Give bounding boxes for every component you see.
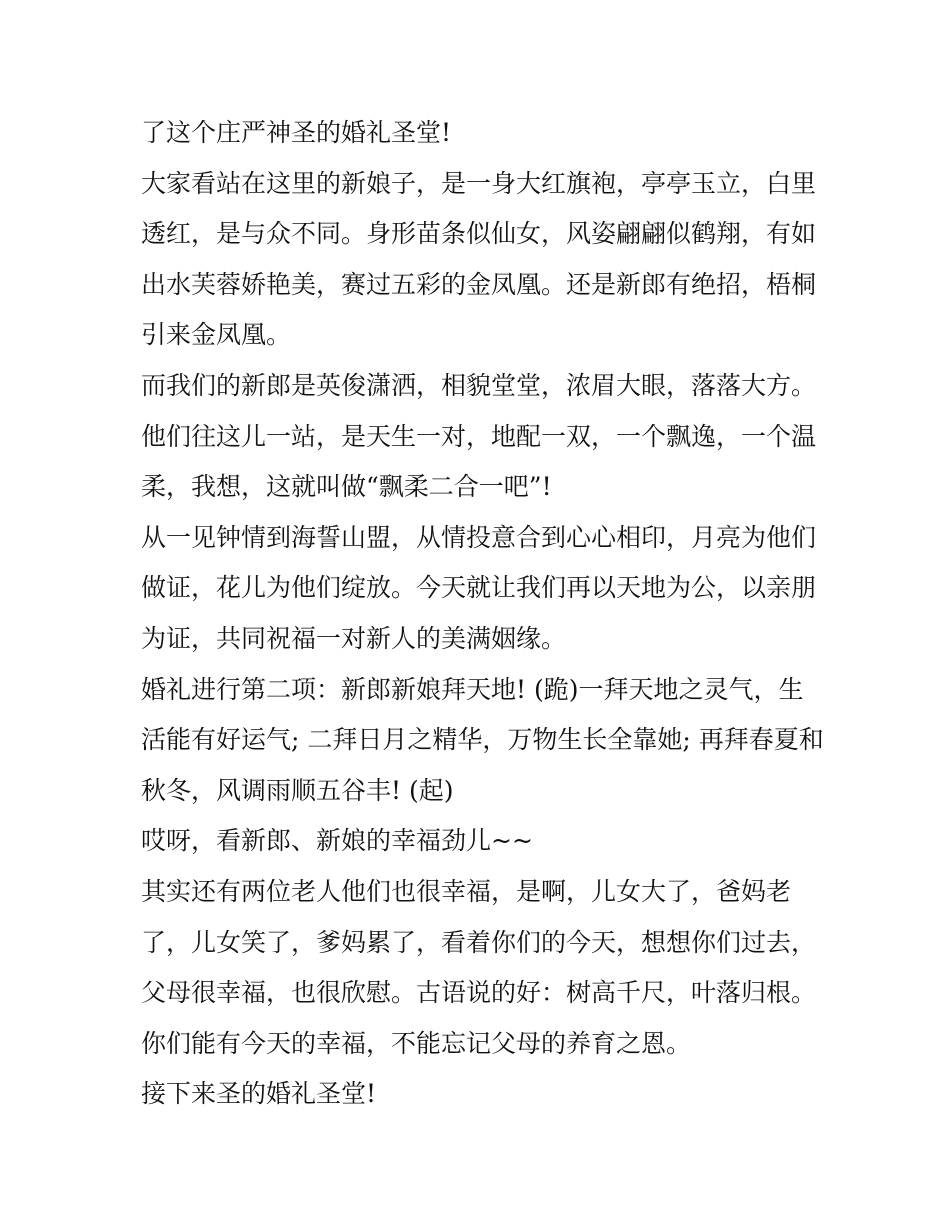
paragraph (141, 513, 821, 665)
text-line: 接下来圣的婚礼圣堂! (141, 1079, 377, 1109)
text-line: 而我们的新郎是英俊潇洒，相貌堂堂，浓眉大眼，落落大方。 (141, 370, 817, 400)
text-line: 其实还有两位老人他们也很幸福，是啊，儿女大了，爸妈老 (141, 876, 792, 906)
text-line: 了这个庄严神圣的婚礼圣堂! (141, 118, 452, 147)
paragraph (141, 867, 821, 1069)
text-line: 大家看站在这里的新娘子，是一身大红旗袍，亭亭玉立，白里 (141, 168, 817, 198)
text-line: 父母很幸福，也很欣慰。古语说的好：树高千尺，叶落归根。 (141, 978, 817, 1008)
paragraph (141, 361, 821, 513)
text-line: 为证，共同祝福一对新人的美满姻缘。 (141, 623, 567, 653)
text-line: 透红，是与众不同。身形苗条似仙女，风姿翩翩似鹤翔，有如 (141, 219, 817, 249)
text-line: 活能有好运气; 二拜日月之精华，万物生长全靠她; 再拜春夏和 (141, 725, 824, 755)
text-line: 了，儿女笑了，爹妈累了，看着你们的今天，想想你们过去， (141, 927, 817, 957)
text-line: 柔，我想，这就叫做“飘柔二合一吧”! (141, 472, 552, 502)
text-line: 从一见钟情到海誓山盟，从情投意合到心心相印，月亮为他们 (141, 522, 817, 552)
text-line: 做证，花儿为他们绽放。今天就让我们再以天地为公，以亲朋 (141, 573, 817, 603)
text-line: 婚礼进行第二项：新郎新娘拜天地! (跪)一拜天地之灵气，生 (141, 674, 804, 704)
text-line: 出水芙蓉娇艳美，赛过五彩的金凤凰。还是新郎有绝招，梧桐 (141, 269, 817, 299)
text-line: 引来金凤凰。 (141, 320, 292, 350)
text-line: 哎呀，看新郎、新娘的幸福劲儿~~ (141, 826, 533, 856)
text-line: 秋冬，风调雨顺五谷丰! (起) (141, 775, 454, 805)
paragraph (141, 665, 824, 817)
paragraph (141, 816, 821, 867)
document-body (141, 108, 824, 1120)
text-line: 你们能有今天的幸福，不能忘记父母的养育之恩。 (141, 1028, 692, 1058)
text-line: 他们往这儿一站，是天生一对，地配一双，一个飘逸，一个温 (141, 421, 817, 451)
paragraph (141, 108, 821, 159)
paragraph (141, 1069, 821, 1120)
paragraph (141, 159, 821, 361)
